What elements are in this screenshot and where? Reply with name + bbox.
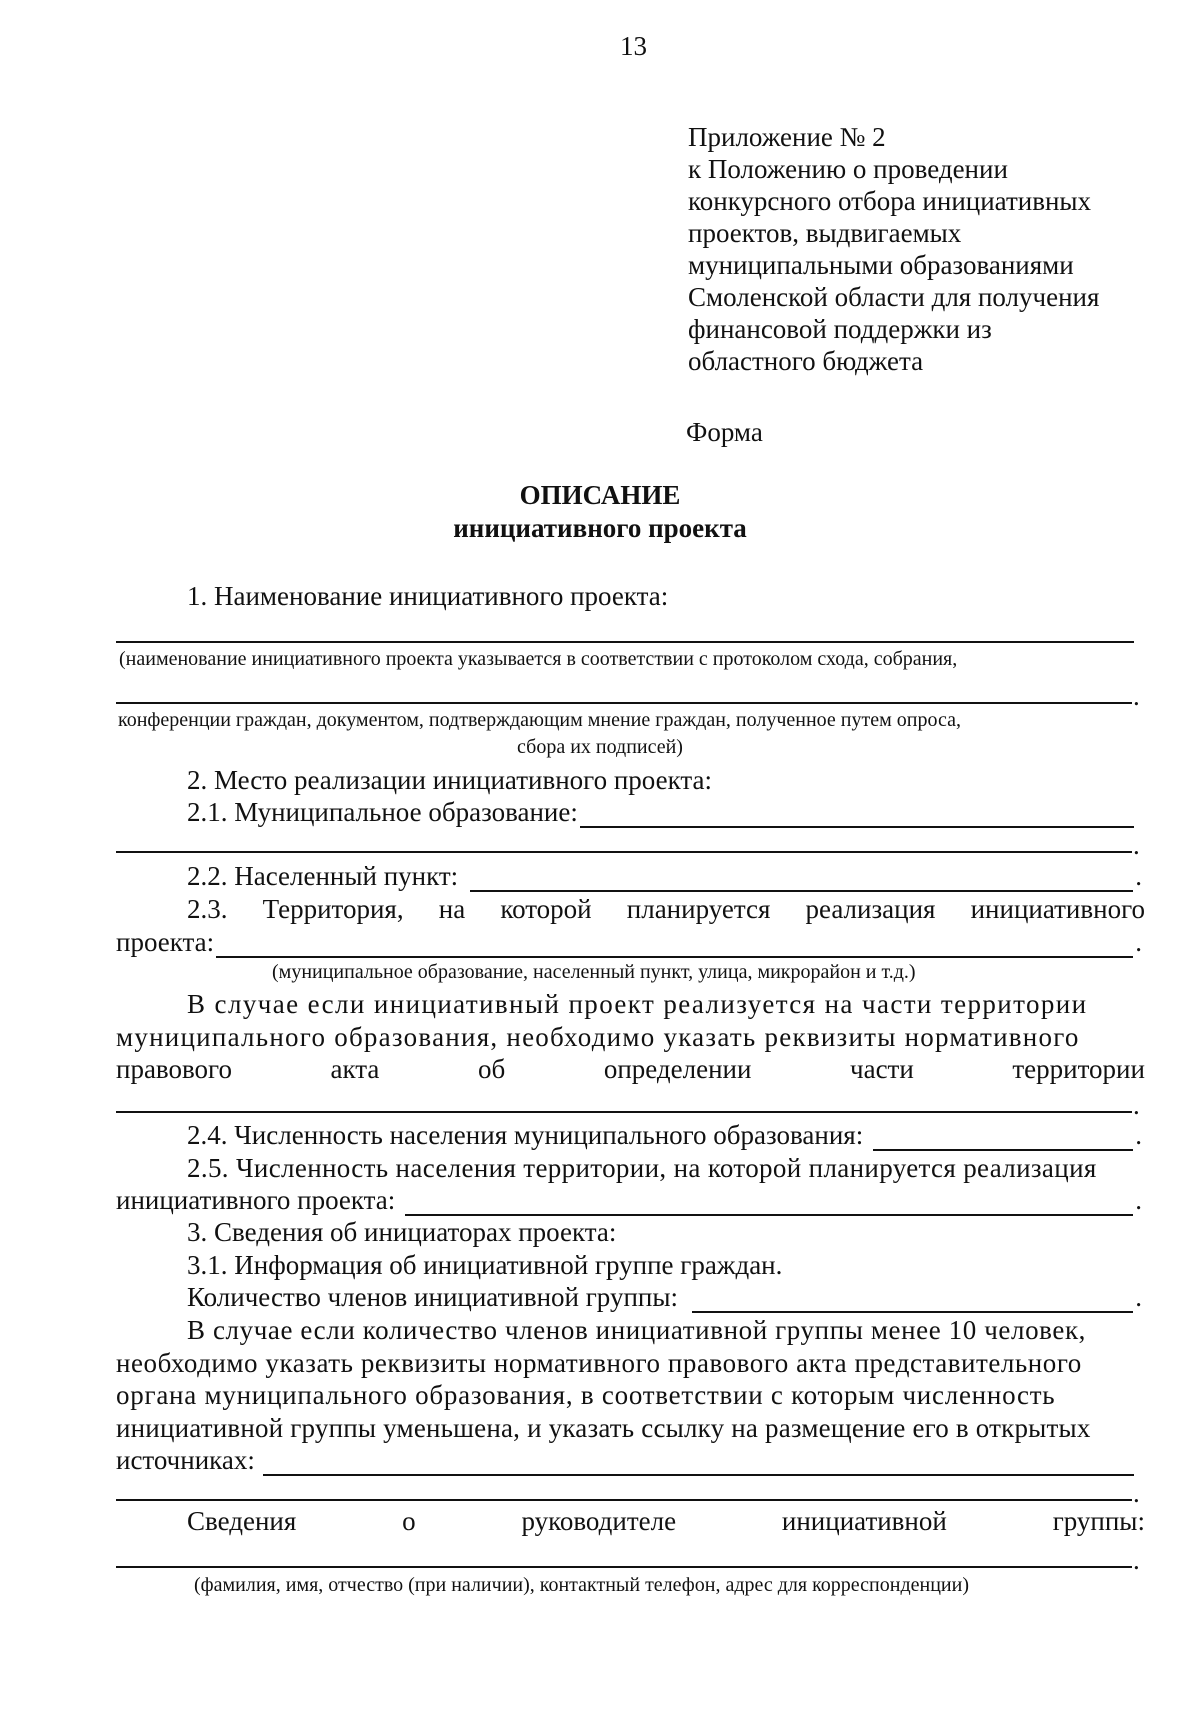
group-count-row [187, 1281, 1142, 1313]
section-3-1-label: 3.1. Информация об инициативной группе граждан. [187, 1250, 783, 1280]
line-end-period: . [1133, 1478, 1140, 1508]
settlement-label: 2.2. Населенный пункт: [187, 861, 459, 891]
appendix-line: к Положению о проведении [688, 154, 1008, 184]
part-word: акта [330, 1054, 380, 1084]
territory-word: планируется [626, 894, 771, 924]
project-name-note: (наименование инициативного проекта указывается в соответствии с протоколом схода, собрания, [119, 648, 958, 670]
line-end-period: . [1135, 927, 1142, 957]
territory-population-row [116, 1184, 1142, 1216]
population-label: 2.4. Численность населения муниципального образования: [187, 1120, 864, 1150]
part-act-field[interactable] [116, 1111, 1132, 1113]
section-2-label: 2. Место реализации инициативного проекта: [187, 765, 712, 795]
population-row [187, 1119, 1142, 1151]
leader-word: инициативной [781, 1506, 947, 1536]
sources-label: источниках: [116, 1445, 255, 1475]
territory-note: (муниципальное образование, населенный пункт, улица, микрорайон и т.д.) [272, 961, 916, 983]
project-name-note: конференции граждан, документом, подтверждающим мнение граждан, полученное путем опроса, [118, 709, 961, 731]
part-paragraph-line: муниципального образования, необходимо указать реквизиты нормативного [116, 1022, 1080, 1052]
leader-note: (фамилия, имя, отчество (при наличии), контактный телефон, адрес для корреспонденции) [194, 1574, 969, 1596]
leader-word: Сведения [187, 1506, 297, 1536]
territory-word: 2.3. [187, 894, 228, 924]
line-end-period: . [1135, 861, 1142, 891]
territory-cont-label: проекта: [116, 927, 215, 957]
section-3-label: 3. Сведения об инициаторах проекта: [187, 1217, 617, 1247]
appendix-line: конкурсного отбора инициативных [688, 186, 1092, 216]
municipality-row [187, 796, 1134, 828]
project-name-line-2[interactable] [116, 702, 1132, 704]
leader-field[interactable] [116, 1566, 1132, 1568]
less-paragraph-line: инициативной группы уменьшена, и указать ссылку на размещение его в открытых [116, 1413, 1091, 1443]
sources-field-line-2[interactable] [116, 1499, 1132, 1501]
population-field[interactable] [873, 1127, 1133, 1151]
line-end-period: . [1133, 1545, 1140, 1575]
project-name-note: сбора их подписей) [517, 736, 683, 758]
territory-population-field[interactable] [405, 1192, 1133, 1216]
line-end-period: . [1133, 830, 1140, 860]
territory-word: инициативного [970, 894, 1145, 924]
municipality-field[interactable] [580, 804, 1134, 828]
sources-field[interactable] [263, 1452, 1134, 1476]
line-end-period: . [1133, 681, 1140, 711]
settlement-row [187, 860, 1142, 892]
line-end-period: . [1135, 1282, 1142, 1312]
part-word: об [477, 1054, 506, 1084]
leader-row [187, 1505, 1145, 1537]
less-paragraph-line: необходимо указать реквизиты нормативного правового акта представительного [116, 1348, 1082, 1378]
leader-word: руководителе [521, 1506, 677, 1536]
less-paragraph-line: В случае если количество членов инициативной группы менее 10 человек, [187, 1315, 1087, 1345]
part-word: территории [1012, 1054, 1145, 1084]
line-end-period: . [1135, 1120, 1142, 1150]
project-name-line[interactable] [116, 641, 1134, 643]
part-word: правового [116, 1054, 232, 1084]
settlement-field[interactable] [470, 868, 1133, 892]
territory-field[interactable] [216, 934, 1133, 958]
appendix-line: муниципальными образованиями [688, 250, 1074, 280]
group-count-label: Количество членов инициативной группы: [187, 1282, 678, 1312]
municipality-field-line-2[interactable] [116, 851, 1132, 853]
part-word: определении [603, 1054, 752, 1084]
page-number: 13 [620, 31, 647, 61]
municipality-label: 2.1. Муниципальное образование: [187, 797, 578, 827]
leader-word: группы: [1052, 1506, 1145, 1536]
territory-word: на [438, 894, 466, 924]
territory-row [187, 893, 1145, 925]
appendix-line: Приложение № 2 [688, 122, 886, 152]
territory-word: которой [500, 894, 592, 924]
section-1-label: 1. Наименование инициативного проекта: [187, 581, 669, 611]
group-count-field[interactable] [692, 1289, 1133, 1313]
leader-word: о [402, 1506, 416, 1536]
form-label: Форма [686, 417, 763, 447]
appendix-line: областного бюджета [688, 346, 924, 376]
line-end-period: . [1135, 1185, 1142, 1215]
territory-population-line: 2.5. Численность населения территории, на которой планируется реализация [187, 1153, 1097, 1183]
document-title: ОПИСАНИЕ [519, 480, 681, 510]
part-word: части [850, 1054, 914, 1084]
territory-word: Территория, [262, 894, 404, 924]
territory-word: реализация [805, 894, 936, 924]
part-paragraph-line [116, 1053, 1145, 1085]
territory-population-label: инициативного проекта: [116, 1185, 396, 1215]
appendix-line: проектов, выдвигаемых [688, 218, 962, 248]
appendix-line: Смоленской области для получения [688, 282, 1100, 312]
line-end-period: . [1133, 1090, 1140, 1120]
appendix-block [688, 121, 1099, 377]
document-subtitle: инициативного проекта [453, 513, 747, 543]
territory-field-row [116, 926, 1142, 958]
appendix-line: финансовой поддержки из [688, 314, 992, 344]
part-text: В случае если инициативный проект реализуется на части территории [187, 989, 1088, 1019]
sources-row [116, 1444, 1134, 1476]
part-paragraph-line [187, 988, 1145, 1020]
less-paragraph-line: органа муниципального образования, в соответствии с которым численность [116, 1380, 1056, 1410]
